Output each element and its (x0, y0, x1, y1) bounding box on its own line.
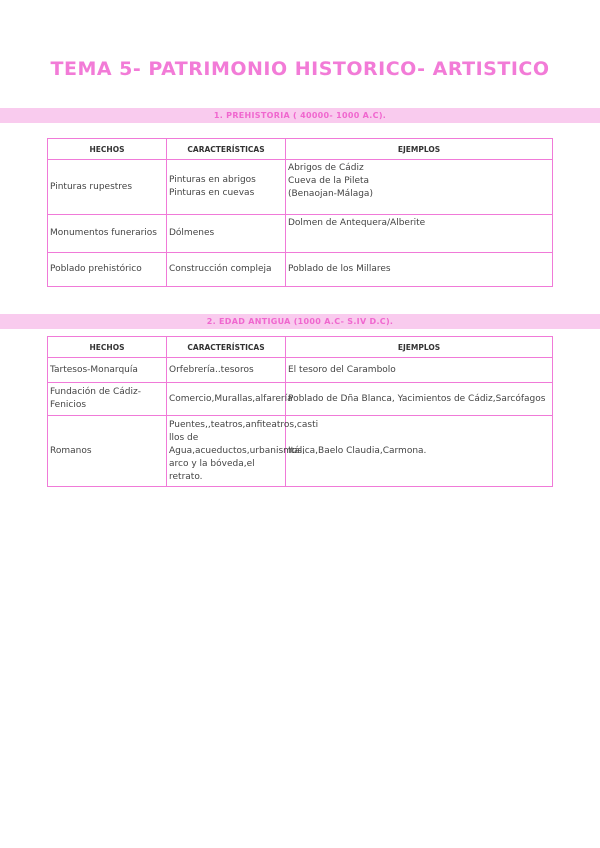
cell-hechos: Monumentos funerarios (48, 215, 167, 253)
section-heading-edad-antigua: 2. EDAD ANTIGUA (1000 A.C- S.IV D.C). (0, 314, 600, 329)
cell-hechos: Romanos (48, 416, 167, 487)
cell-ejemplos (286, 383, 553, 416)
column-header-hechos: HECHOS (48, 139, 167, 160)
table-row (48, 416, 553, 487)
cell-ejemplos (286, 160, 553, 215)
table-row (48, 215, 553, 253)
cell-ejemplos (286, 215, 553, 253)
cell-line: Comercio,Murallas,alfarería (169, 393, 293, 404)
column-header-caracteristicas: CARACTERÍSTICAS (167, 139, 286, 160)
cell-line: Pinturas en abrigos (169, 175, 256, 185)
cell-caracteristicas (167, 416, 319, 487)
cell-caracteristicas (167, 358, 286, 383)
cell-line: Orfebrería..tesoros (169, 364, 254, 375)
cell-caracteristicas (167, 253, 286, 287)
table-row (48, 358, 553, 383)
cell-ejemplos (286, 416, 553, 487)
cell-line: Cueva de la Pileta (288, 176, 370, 186)
cell-ejemplos (286, 358, 553, 383)
cell-line: Dolmen de Antequera/Alberite (288, 218, 426, 228)
cell-hechos: Tartesos-Monarquía (48, 358, 167, 383)
cell-hechos: Fundación de Cádiz-Fenicios (48, 383, 167, 416)
cell-line: (Benaojan-Málaga) (288, 189, 373, 199)
cell-line: Poblado de Dña Blanca, Yacimientos de Cádiz,Sarcófagos (288, 393, 546, 404)
column-header-hechos: HECHOS (48, 337, 167, 358)
column-header-ejemplos: EJEMPLOS (286, 139, 553, 160)
column-header-caracteristicas: CARACTERÍSTICAS (167, 337, 286, 358)
cell-ejemplos (286, 253, 553, 287)
table-header-row (48, 337, 553, 358)
cell-line: Dólmenes (169, 228, 215, 238)
cell-line: Abrigos de Cádiz (288, 163, 364, 173)
section-heading-prehistoria: 1. PREHISTORIA ( 40000- 1000 A.C). (0, 108, 600, 123)
cell-line: llos de (169, 432, 199, 443)
cell-line: Poblado de los Millares (288, 264, 391, 274)
table-prehistoria (47, 138, 553, 287)
cell-line: Puentes,,teatros,anfiteatros,casti (169, 419, 319, 430)
cell-hechos: Poblado prehistórico (48, 253, 167, 287)
cell-caracteristicas (167, 383, 293, 416)
table-row (48, 160, 553, 215)
cell-hechos: Pinturas rupestres (48, 160, 167, 215)
cell-caracteristicas (167, 160, 286, 215)
cell-line: Construcción compleja (169, 264, 272, 274)
cell-caracteristicas (167, 215, 286, 253)
table-row (48, 253, 553, 287)
table-edad-antigua (47, 336, 553, 487)
cell-line: Itálica,Baelo Claudia,Carmona. (288, 445, 427, 456)
table-row (48, 383, 553, 416)
table-header-row (48, 139, 553, 160)
cell-line: El tesoro del Carambolo (288, 364, 396, 375)
cell-line: Pinturas en cuevas (169, 188, 255, 198)
column-header-ejemplos: EJEMPLOS (286, 337, 553, 358)
page-title: TEMA 5- PATRIMONIO HISTORICO- ARTISTICO (50, 58, 550, 80)
cell-line: arco y la bóveda,el retrato. (169, 458, 255, 482)
cell-line: Agua,acueductos,urbanismos, (169, 445, 305, 456)
